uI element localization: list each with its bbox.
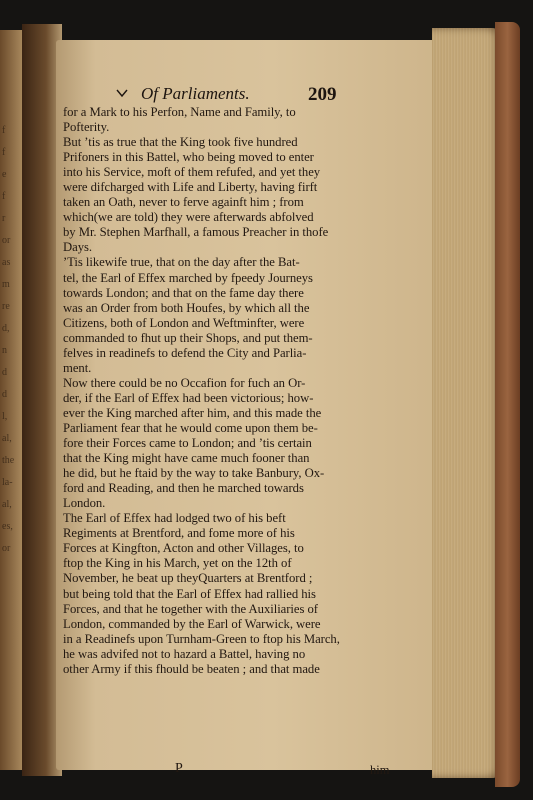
- text-line: he was advifed not to hazard a Battel, having no: [63, 646, 306, 661]
- text-line: but being told that the Earl of Effex had rallied his: [63, 586, 316, 601]
- left-margin-fragment: the: [2, 455, 15, 466]
- left-margin-fragment: or: [2, 235, 11, 246]
- text-line: ment.: [63, 360, 92, 375]
- left-margin-fragment: re: [2, 301, 10, 312]
- text-line: felves in readinefs to defend the City and Parlia-: [63, 345, 307, 360]
- text-line: by Mr. Stephen Marfhall, a famous Preacher in thofe: [63, 225, 329, 240]
- left-margin-fragment: es,: [2, 521, 13, 532]
- book-cover-edge: [495, 22, 520, 787]
- text-line: London, commanded by the Earl of Warwick, were: [63, 616, 321, 631]
- text-line: Forces at Kingfton, Acton and other Villages, to: [63, 541, 304, 556]
- left-margin-fragment: la-: [2, 477, 13, 488]
- text-line: Parliament fear that he would come upon them be-: [63, 420, 318, 435]
- text-line: November, he beat up theyQuarters at Brentford ;: [63, 571, 313, 586]
- text-line: for a Mark to his Perfon, Name and Family, to: [63, 105, 296, 119]
- text-line: taken an Oath, never to ferve againft him ; from: [63, 195, 304, 210]
- text-line: But ’tis as true that the King took five hundred: [63, 135, 298, 150]
- left-margin-fragment: d: [2, 367, 7, 378]
- page-number: 209: [308, 84, 337, 105]
- text-line: ever the King marched after him, and this made the: [63, 405, 322, 420]
- left-margin-fragment: as: [2, 257, 11, 268]
- text-line: ford and Reading, and then he marched towards: [63, 481, 304, 496]
- text-line: commanded to fhut up their Shops, and put them-: [63, 330, 313, 345]
- text-line: Days.: [63, 240, 92, 255]
- text-line: into his Service, moft of them refufed, and yet they: [63, 165, 321, 180]
- text-line: were difcharged with Life and Liberty, having firft: [63, 180, 318, 195]
- text-line: der, if the Earl of Effex had been victorious; how-: [63, 390, 314, 405]
- text-line: London.: [63, 496, 106, 511]
- catchword: him: [370, 763, 390, 777]
- left-margin-fragment: or: [2, 543, 11, 554]
- text-line: was an Order from both Houfes, by which all the: [63, 300, 310, 315]
- ornament-icon: [116, 88, 128, 98]
- text-line: Prifoners in this Battel, who being moved to enter: [63, 150, 314, 165]
- text-line: other Army if this fhould be beaten ; and that made: [63, 661, 320, 676]
- signature-mark: P: [175, 761, 183, 776]
- left-margin-fragment: r: [2, 213, 6, 224]
- text-line: which(we are told) they were afterwards abfolved: [63, 210, 314, 225]
- text-line: The Earl of Effex had lodged two of his beft: [63, 511, 286, 526]
- left-margin-fragment: n: [2, 345, 7, 356]
- text-line: that the King might have came much fooner than: [63, 451, 310, 466]
- left-margin-fragment: e: [2, 169, 7, 180]
- left-margin-fragment: l,: [2, 411, 8, 422]
- text-line: towards London; and that on the fame day there: [63, 285, 304, 300]
- text-line: he did, but he ftaid by the way to take Banbury, Ox-: [63, 466, 325, 481]
- body-text: [63, 105, 443, 677]
- left-margin-fragment: f: [2, 191, 6, 202]
- text-line: Pofterity.: [63, 120, 110, 135]
- left-margin-fragment: f: [2, 147, 6, 158]
- left-page-cut-text: [2, 120, 24, 560]
- left-margin-fragment: f: [2, 125, 6, 136]
- left-margin-fragment: al,: [2, 433, 12, 444]
- left-margin-fragment: d: [2, 389, 7, 400]
- left-margin-fragment: m: [2, 279, 10, 290]
- running-head: Of Parliaments.: [141, 84, 250, 103]
- text-line: ftop the King in his March, yet on the 12th of: [63, 556, 292, 571]
- text-line: Regiments at Brentford, and fome more of his: [63, 526, 295, 541]
- text-line: in a Readinefs upon Turnham-Green to ftop his March,: [63, 631, 340, 646]
- text-line: tel, the Earl of Effex marched by fpeedy Journeys: [63, 270, 313, 285]
- text-line: fore their Forces came to London; and ’tis certain: [63, 436, 312, 451]
- text-line: Now there could be no Occafion for fuch an Or-: [63, 375, 306, 390]
- text-line: ’Tis likewife true, that on the day after the Bat-: [63, 255, 300, 270]
- left-margin-fragment: d,: [2, 323, 10, 334]
- left-margin-fragment: al,: [2, 499, 12, 510]
- text-line: Forces, and that he together with the Auxiliaries of: [63, 601, 318, 616]
- text-line: Citizens, both of London and Weftminfter, were: [63, 315, 305, 330]
